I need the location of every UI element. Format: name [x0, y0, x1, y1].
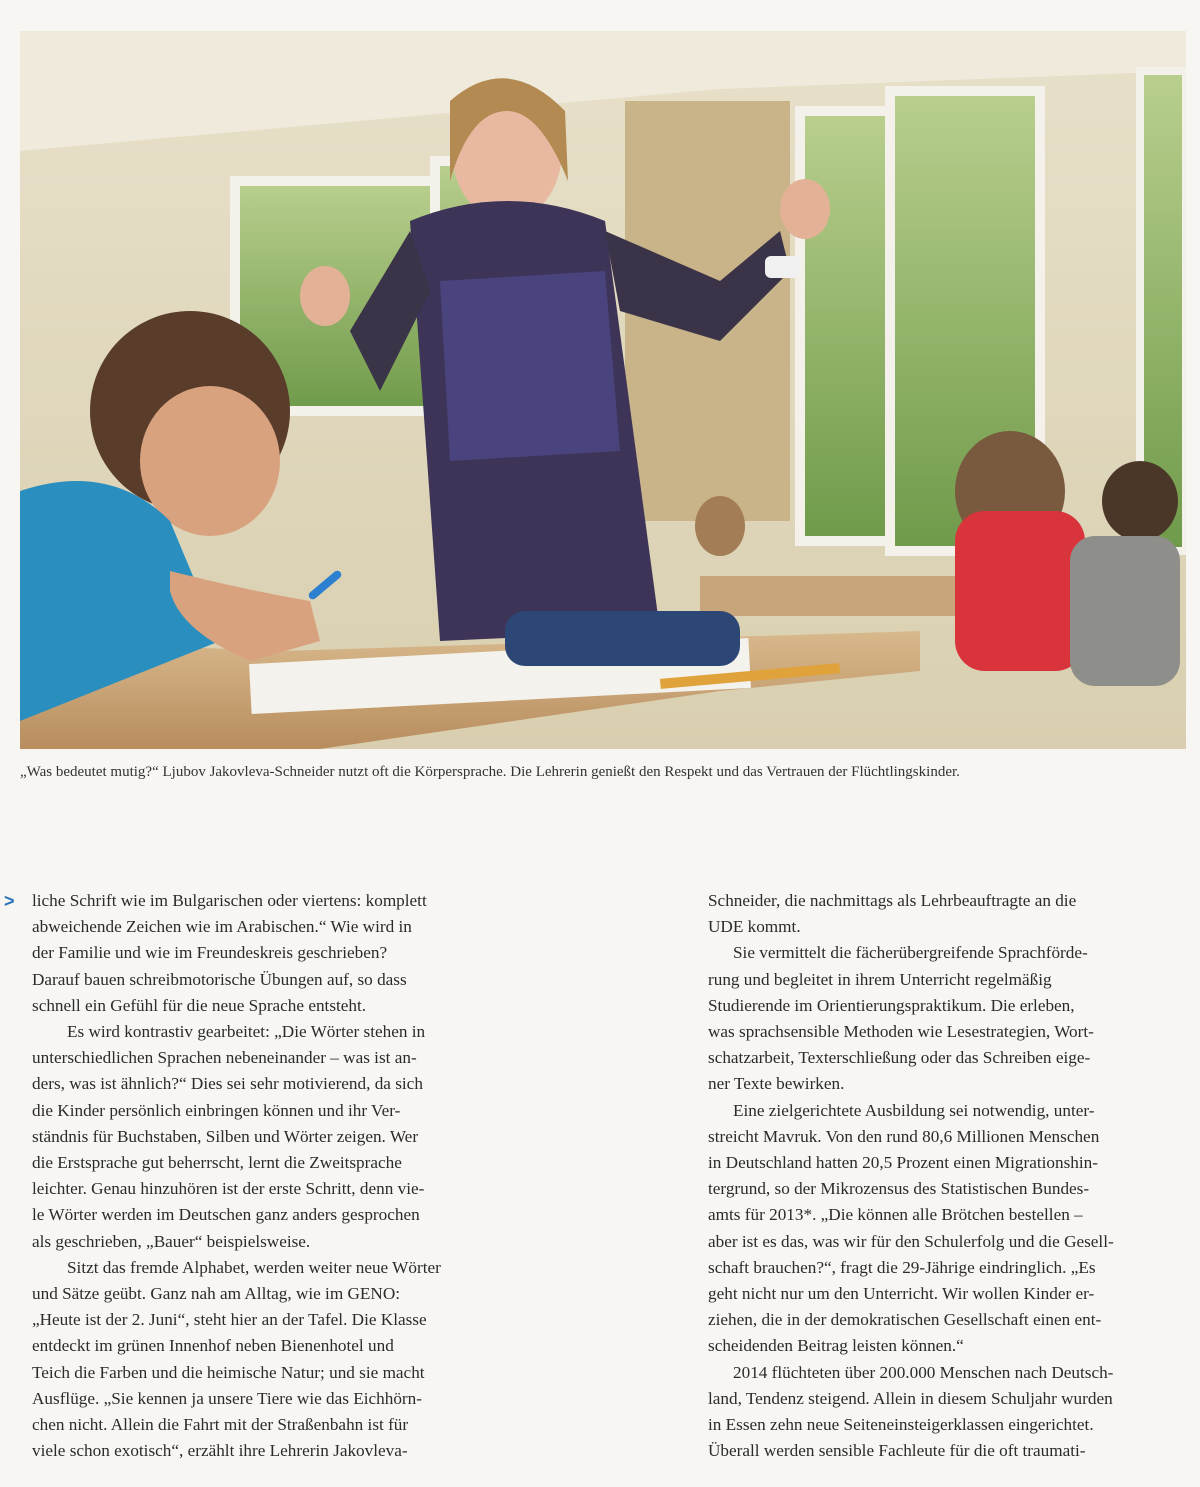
text-line: „Heute ist der 2. Juni“, steht hier an der Tafel. Die Klasse: [32, 1310, 427, 1330]
article-column-left: [4, 888, 495, 1464]
text-line: Schneider, die nachmittags als Lehrbeauftragte an die: [708, 891, 1077, 910]
article-column-right: [708, 888, 1178, 1464]
text-line: Eine zielgerichtete Ausbildung sei notwendig, unter-: [733, 1100, 1095, 1120]
text-line: Sitzt das fremde Alphabet, werden weiter neue Wörter: [67, 1257, 441, 1277]
text-line: rung und begleitet in ihrem Unterricht regelmäßig: [708, 969, 1052, 989]
text-line: liche Schrift wie im Bulgarischen oder viertens: komplett: [32, 891, 427, 910]
text-line: viele schon exotisch“, erzählt ihre Lehrerin Jakovleva-: [32, 1441, 408, 1461]
text-line: scheidenden Beitrag leisten können.“: [708, 1336, 964, 1356]
text-line: was sprachsensible Methoden wie Lesestrategien, Wort-: [708, 1022, 1094, 1042]
text-line: leichter. Genau hinzuhören ist der erste Schritt, denn vie-: [32, 1179, 425, 1199]
text-line: unterschiedlichen Sprachen nebeneinander – was ist an-: [32, 1048, 417, 1068]
text-line: in Deutschland hatten 20,5 Prozent einen Migrationshin-: [708, 1153, 1098, 1173]
text-line: Teich die Farben und die heimische Natur; und sie macht: [32, 1362, 425, 1382]
text-line: schatzarbeit, Texterschließung oder das Schreiben eige-: [708, 1048, 1091, 1068]
text-line: streicht Mavruk. Von den rund 80,6 Millionen Menschen: [708, 1126, 1100, 1146]
text-line: Es wird kontrastiv gearbeitet: „Die Wörter stehen in: [67, 1022, 426, 1042]
text-line: abweichende Zeichen wie im Arabischen.“ Wie wird in: [32, 917, 412, 937]
text-line: der Familie und wie im Freundeskreis geschrieben?: [32, 943, 388, 963]
text-line: entdeckt im grünen Innenhof neben Bienenhotel und: [32, 1336, 394, 1356]
continuation-marker: >: [4, 891, 15, 911]
text-line: tergrund, so der Mikrozensus des Statistischen Bundes-: [708, 1179, 1090, 1199]
text-line: schnell ein Gefühl für die neue Sprache entsteht.: [32, 995, 367, 1015]
text-line: UDE kommt.: [708, 917, 801, 937]
text-line: le Wörter werden im Deutschen ganz anders gesprochen: [32, 1205, 420, 1225]
text-line: als geschrieben, „Bauer“ beispielsweise.: [32, 1231, 311, 1251]
text-line: amts für 2013*. „Die können alle Brötchen bestellen –: [708, 1205, 1083, 1225]
text-line: die Kinder persönlich einbringen können und ihr Ver-: [32, 1100, 401, 1120]
text-line: ziehen, die in der demokratischen Gesellschaft einen ent-: [708, 1310, 1102, 1330]
text-line: aber ist es das, was wir für den Schulerfolg und die Gesell-: [708, 1231, 1114, 1251]
text-line: und Sätze geübt. Ganz nah am Alltag, wie im GENO:: [32, 1284, 401, 1304]
text-line: ders, was ist ähnlich?“ Dies sei sehr motivierend, da sich: [32, 1074, 423, 1094]
text-line: Studierende im Orientierungspraktikum. Die erleben,: [708, 995, 1075, 1015]
text-line: chen nicht. Allein die Fahrt mit der Straßenbahn ist für: [32, 1415, 409, 1435]
photo-caption: „Was bedeutet mutig?“ Ljubov Jakovleva-Schneider nutzt oft die Körpersprache. Die Lehrerin genießt den Respekt und das Vertrauen der Flüchtlingskinder.: [20, 764, 960, 780]
text-line: 2014 flüchteten über 200.000 Menschen nach Deutsch-: [733, 1362, 1114, 1382]
text-line: geht nicht nur um den Unterricht. Wir wollen Kinder er-: [708, 1284, 1095, 1304]
text-line: ständnis für Buchstaben, Silben und Wörter zeigen. Wer: [32, 1126, 419, 1146]
text-line: Sie vermittelt die fächerübergreifende Sprachförde-: [733, 943, 1088, 963]
classroom-photo: [20, 31, 1186, 749]
text-line: Ausflüge. „Sie kennen ja unsere Tiere wie das Eichhörn-: [32, 1388, 422, 1408]
text-line: Darauf bauen schreibmotorische Übungen auf, so dass: [32, 969, 407, 989]
text-line: Überall werden sensible Fachleute für die oft traumati-: [708, 1441, 1086, 1461]
text-line: die Erstsprache gut beherrscht, lernt die Zweitsprache: [32, 1153, 402, 1173]
text-line: schaft brauchen?“, fragt die 29-Jährige eindringlich. „Es: [708, 1257, 1096, 1277]
text-line: in Essen zehn neue Seiteneinsteigerklassen eingerichtet.: [708, 1415, 1094, 1435]
text-line: ner Texte bewirken.: [708, 1074, 845, 1094]
text-line: land, Tendenz steigend. Allein in diesem Schuljahr wurden: [708, 1388, 1113, 1408]
